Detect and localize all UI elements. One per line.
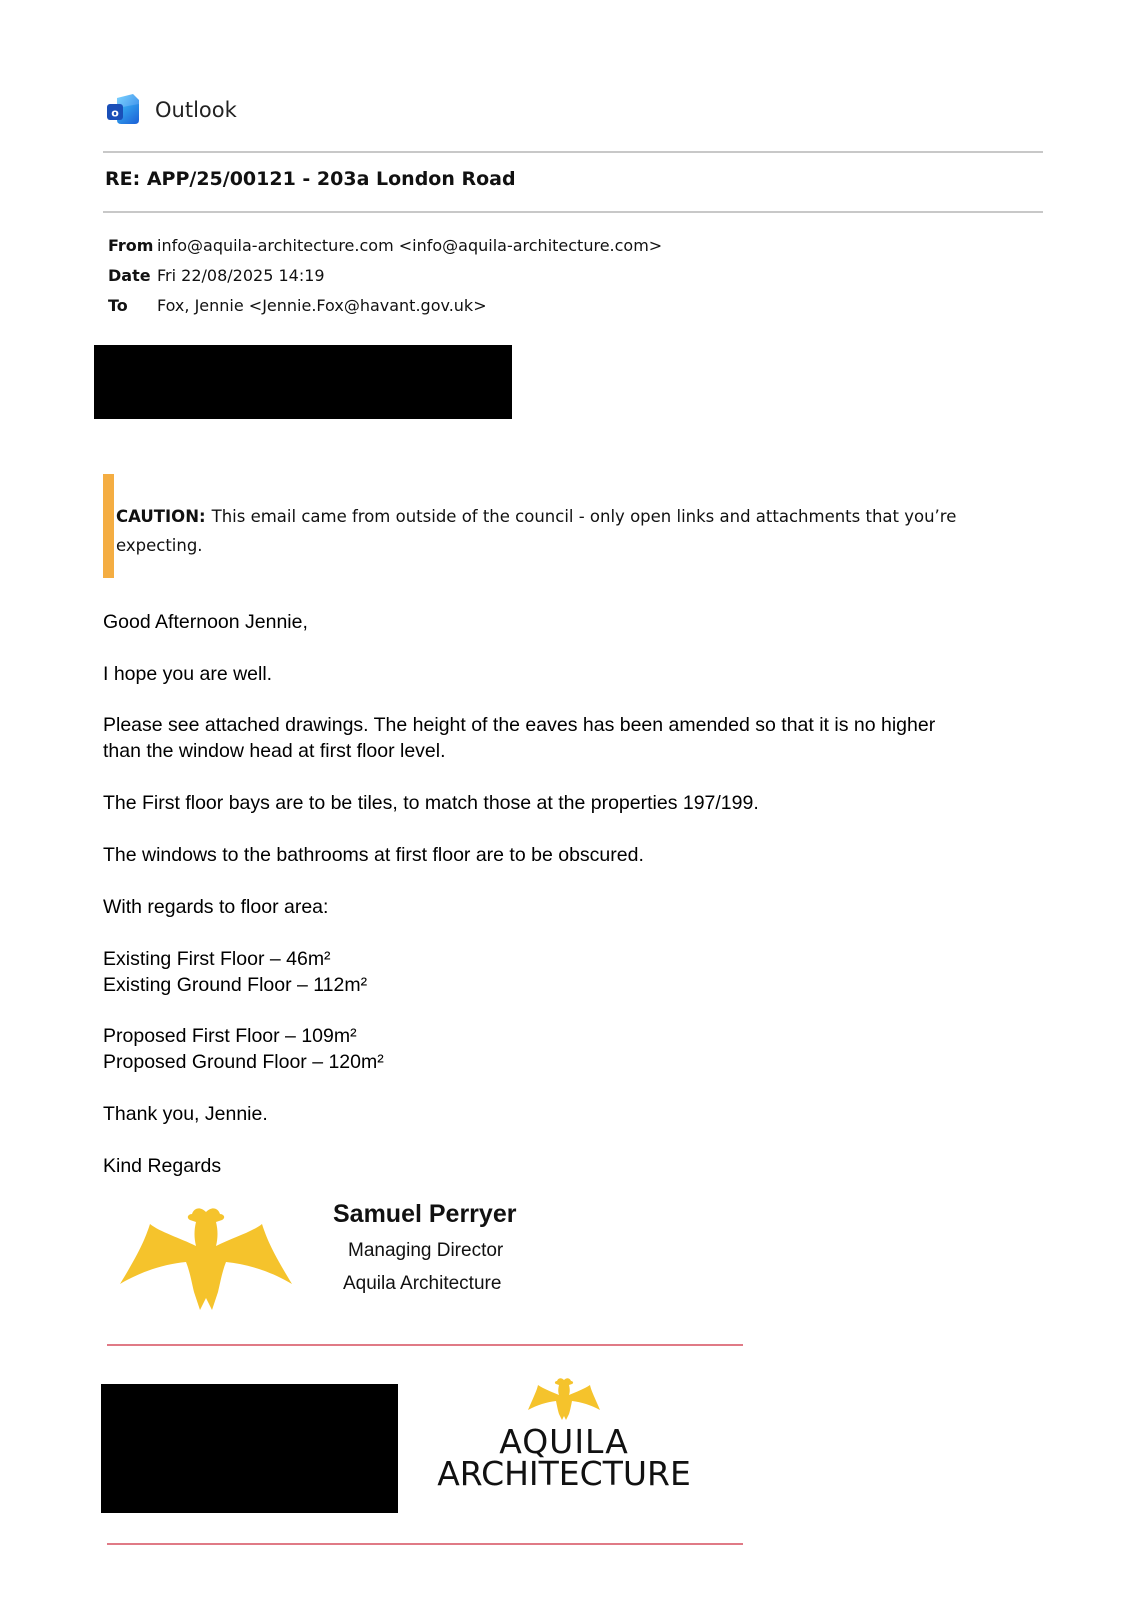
redaction-box (101, 1384, 398, 1513)
signature-company: Aquila Architecture (343, 1273, 502, 1294)
logo-wordmark-line1: AQUILA (499, 1422, 629, 1461)
body-paragraph-line: Please see attached drawings. The height of the eaves has been amended so that it is no higher (103, 714, 936, 736)
greeting: Good Afternoon Jennie, (103, 611, 308, 633)
to-row (108, 290, 662, 320)
body-paragraph-line: than the window head at first floor level. (103, 740, 446, 762)
svg-text:o: o (111, 106, 119, 120)
email-meta (108, 230, 662, 320)
redaction-box (94, 345, 512, 419)
caution-accent-bar (103, 474, 114, 578)
eagle-logo-icon (528, 1376, 600, 1420)
from-value[interactable]: info@aquila-architecture.com <info@aquila-architecture.com> (157, 235, 663, 255)
company-logo (424, 1376, 704, 1494)
from-label: From (108, 235, 154, 255)
body-paragraph: With regards to floor area: (103, 896, 329, 918)
caution-label: CAUTION: (116, 507, 206, 526)
date-row (108, 260, 662, 290)
area-existing-first: Existing First Floor – 46m² (103, 948, 331, 970)
area-proposed-ground: Proposed Ground Floor – 120m² (103, 1051, 384, 1073)
email-subject: RE: APP/25/00121 - 203a London Road (105, 168, 516, 190)
signature-title: Managing Director (348, 1240, 504, 1261)
signature-divider-top (107, 1344, 743, 1346)
outlook-logo-icon (105, 92, 141, 128)
signature-divider-bottom (107, 1543, 743, 1545)
body-line: I hope you are well. (103, 663, 273, 685)
caution-message (116, 502, 976, 560)
app-header (105, 92, 237, 128)
from-row (108, 230, 662, 260)
header-divider (103, 151, 1043, 153)
to-label: To (108, 295, 128, 315)
app-name: Outlook (155, 98, 237, 122)
area-existing-ground: Existing Ground Floor – 112m² (103, 974, 368, 996)
to-value[interactable]: Fox, Jennie <Jennie.Fox@havant.gov.uk> (157, 295, 487, 315)
thanks-line: Thank you, Jennie. (103, 1103, 268, 1125)
body-paragraph: The windows to the bathrooms at first floor are to be obscured. (103, 844, 644, 866)
subject-divider (103, 211, 1043, 213)
eagle-logo-icon (120, 1202, 292, 1310)
caution-text: This email came from outside of the council - only open links and attachments that you’re expecting. (116, 507, 957, 555)
body-paragraph: The First floor bays are to be tiles, to match those at the properties 197/199. (103, 792, 759, 814)
logo-wordmark-line2: ARCHITECTURE (437, 1454, 691, 1493)
caution-banner (103, 474, 983, 578)
signoff: Kind Regards (103, 1155, 222, 1177)
area-proposed-first: Proposed First Floor – 109m² (103, 1025, 357, 1047)
signature-name: Samuel Perryer (333, 1200, 517, 1228)
date-label: Date (108, 265, 151, 285)
date-value: Fri 22/08/2025 14:19 (157, 265, 325, 285)
